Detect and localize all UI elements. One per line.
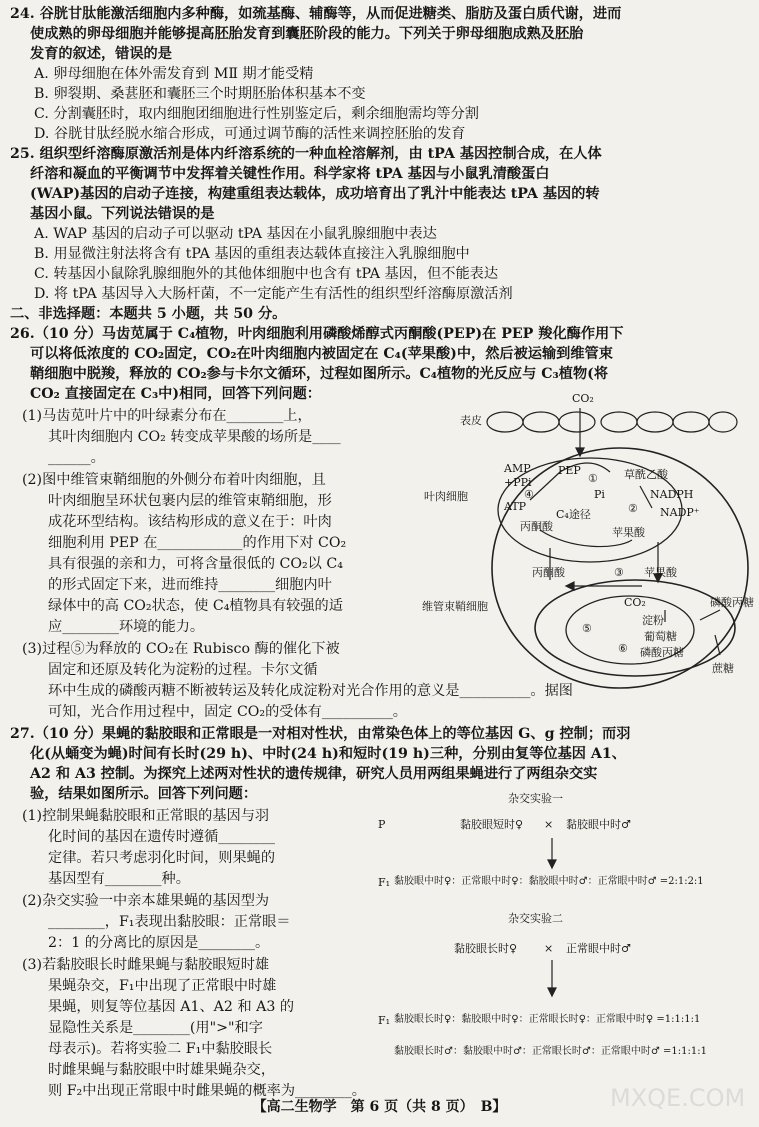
label-sucrose: 蔗糖 [712, 662, 734, 675]
q25-option-a: A. WAP 基因的启动子可以驱动 tPA 基因在小鼠乳腺细胞中表达 [34, 226, 437, 242]
q25-option-c: C. 转基因小鼠除乳腺细胞外的其他体细胞中也含有 tPA 基因，但不能表达 [34, 266, 499, 282]
q26-stem-4: CO₂ 直接固定在 C₃中)相同，回答下列问题： [30, 386, 321, 402]
page-footer: 【高二生物学 第 6 页（共 8 页） B】 [252, 1099, 507, 1115]
label-pyruvate: 丙酮酸 [520, 520, 553, 533]
q26-p2-line5: 具有很强的亲和力，可将含量很低的 CO₂以 C₄ [48, 556, 343, 572]
cross-experiments-diagram [372, 792, 756, 1070]
label-co2-top: CO₂ [572, 392, 594, 405]
q26-p2-line3: 成花环型结构。该结构形成的意义在于：叶肉 [48, 514, 332, 530]
label-epidermis: 表皮 [460, 414, 482, 427]
q25-stem-2: 纤溶和凝血的平衡调节中发挥着关键性作用。科学家将 tPA 基因与小鼠乳清酸蛋白 [30, 166, 550, 182]
q26-p2-line7: 绿体中的高 CO₂状态，使 C₄植物具有较强的适 [48, 598, 343, 614]
q27-stem-4: 验，结果如图所示。回答下列问题： [30, 786, 258, 802]
q26-p3-line2: 固定和还原及转化为淀粉的过程。卡尔文循 [48, 662, 318, 678]
cross-arrows-svg [372, 800, 756, 1070]
label-nadp: NADP⁺ [660, 506, 700, 519]
label-c4-pathway: C₄途径 [556, 508, 591, 521]
q27-stem-2: 化(从蛹变为蝇)时间有长时(29 h)、中时(24 h)和短时(19 h)三种，分别由复等位基因 A1、 [30, 746, 626, 762]
q26-p1-line2: 其叶肉细胞内 CO₂ 转变成苹果酸的场所是____ [48, 429, 341, 445]
q25-stem-1: 25. 组织型纤溶酶原激活剂是体内纤溶系统的一种血栓溶解剂，由 tPA 基因控制合成，在人体 [10, 146, 602, 162]
q27-p3-line4: 显隐性关系是________(用">"和字 [48, 1020, 263, 1036]
exp2-title: 杂交实验二 [508, 912, 563, 925]
q24-option-a: A. 卵母细胞在体外需发育到 MⅡ 期才能受精 [34, 66, 314, 82]
exp2-male: 正常眼中时♂ [566, 942, 631, 955]
label-co2-bundle: CO₂ [624, 596, 646, 609]
q27-p2-line3: 2：1 的分离比的原因是________。 [48, 935, 270, 951]
q26-p2-line4: 细胞利用 PEP 在____________的作用下对 CO₂ [48, 535, 347, 551]
q27-p3-line5: 母表示)。若将实验二 F₁中黏胶眼长 [48, 1041, 273, 1057]
q26-p2-line6: 的形式固定下来，进而维持________细胞内叶 [48, 577, 332, 593]
q25-option-d: D. 将 tPA 基因导入大肠杆菌，不一定能产生有活性的组织型纤溶酶原激活剂 [34, 286, 513, 302]
section-2-heading: 二、非选择题：本题共 5 小题，共 50 分。 [10, 306, 287, 322]
exp1-male: 黏胶眼中时♂ [566, 818, 631, 831]
num-6: ⑥ [618, 642, 628, 655]
q27-p3-line1: (3)若黏胶眼长时雌果蝇与黏胶眼短时雄 [22, 957, 270, 973]
label-atp: ATP [504, 500, 527, 513]
q27-p1-line3: 定律。若只考虑羽化时间，则果蝇的 [48, 850, 276, 866]
label-malate-2: 苹果酸 [644, 566, 677, 579]
label-bundle-sheath: 维管束鞘细胞 [422, 600, 488, 613]
q27-p3-line6: 时雌果蝇与黏胶眼中时雄果蝇杂交， [48, 1062, 276, 1078]
label-glucose: 葡萄糖 [644, 630, 677, 643]
q27-p2-line2: ________，F₁表现出黏胶眼：正常眼＝ [48, 914, 291, 930]
label-starch: 淀粉 [642, 614, 664, 627]
q26-p2-line1: (2)图中维管束鞘细胞的外侧分布着叶肉细胞，且 [22, 472, 326, 488]
exp1-p-label: P [378, 818, 386, 831]
q24-option-d: D. 谷胱甘肽经脱水缩合形成，可通过调节酶的活性来调控胚胎的发育 [34, 126, 466, 142]
label-pi: Pi [594, 488, 605, 501]
q24-option-b: B. 卵裂期、桑葚胚和囊胚三个时期胚胎体积基本不变 [34, 86, 366, 102]
q24-stem-1: 24. 谷胱甘肽能激活细胞内多种酶，如巯基酶、辅酶等，从而促进糖类、脂肪及蛋白质代谢，进而 [10, 6, 622, 22]
q27-stem-3: A2 和 A3 控制。为探究上述两对性状的遗传规律，研究人员用两组果蝇进行了两组杂交实 [30, 766, 598, 782]
q25-stem-3: (WAP)基因的启动子连接，构建重组表达载体，成功培育出了乳汁中能表达 tPA 基因的转 [30, 186, 600, 202]
label-amp: AMP [504, 462, 531, 475]
q26-stem-3: 鞘细胞中脱羧，释放的 CO₂参与卡尔文循环，过程如图所示。C₄植物的光反应与 C₃植物(将 [30, 366, 609, 382]
q26-stem-1: 26.（10 分）马齿苋属于 C₄植物，叶肉细胞利用磷酸烯醇式丙酮酸(PEP)在 PEP 羧化酶作用下 [10, 326, 624, 342]
num-3: ③ [614, 566, 624, 579]
q27-p3-line3: 果蝇，则复等位基因 A1、A2 和 A3 的 [48, 999, 295, 1015]
label-malate: 苹果酸 [612, 526, 645, 539]
label-triose-out: 磷酸丙糖 [710, 596, 754, 609]
c4-pathway-diagram [420, 390, 754, 690]
exp1-result: 黏胶眼中时♀：正常眼中时♀：黏胶眼中时♂：正常眼中时♂ =2:1:2:1 [394, 876, 704, 887]
q27-p3-line7: 则 F₂中出现正常眼中时雌果蝇的概率为________。 [48, 1083, 366, 1099]
q27-p1-line4: 基因型有________种。 [48, 871, 190, 887]
exp1-f1-label: F₁ [378, 876, 391, 889]
num-4: ④ [524, 488, 534, 501]
exp2-cross: × [544, 942, 554, 955]
q27-p1-line1: (1)控制果蝇黏胶眼和正常眼的基因与羽 [22, 808, 270, 824]
exp2-result-male: 黏胶眼长时♂：黏胶眼中时♂：正常眼长时♂：正常眼中时♂ =1:1:1:1 [394, 1046, 707, 1057]
label-triose: 磷酸丙糖 [640, 646, 684, 659]
label-nadph: NADPH [650, 488, 694, 501]
c4-diagram-svg [420, 390, 750, 690]
q27-stem-1: 27.（10 分）果蝇的黏胶眼和正常眼是一对相对性状，由常染色体上的等位基因 G、g 控制；而羽 [10, 726, 631, 742]
q26-stem-2: 可以将低浓度的 CO₂固定，CO₂在叶肉细胞内被固定在 C₄(苹果酸)中，然后被运输到维管束 [30, 346, 613, 362]
exp2-female: 黏胶眼长时♀ [454, 942, 518, 955]
q27-p3-line2: 果蝇杂交，F₁中出现了正常眼中时雄 [48, 978, 277, 994]
exp1-title: 杂交实验一 [508, 792, 563, 805]
watermark-logo: MXQE.COM [610, 1084, 746, 1112]
q26-p3-line4: 可知，光合作用过程中，固定 CO₂的受体有__________。 [48, 704, 407, 720]
label-pep: PEP [558, 464, 581, 477]
q25-stem-4: 基因小鼠。下列说法错误的是 [30, 206, 215, 222]
q26-p3-line1: (3)过程⑤为释放的 CO₂在 Rubisco 酶的催化下被 [22, 641, 340, 657]
label-pyruvate-2: 丙酮酸 [532, 566, 565, 579]
q24-option-c: C. 分割囊胚时，取内细胞团细胞进行性别鉴定后，剩余细胞需均等分割 [34, 106, 479, 122]
exp1-female: 黏胶眼短时♀ [460, 818, 524, 831]
q27-p2-line1: (2)杂交实验一中亲本雄果蝇的基因型为 [22, 893, 270, 909]
num-5: ⑤ [582, 622, 592, 635]
q27-p1-line2: 化时间的基因在遗传时遵循________ [48, 829, 276, 845]
q24-stem-3: 发育的叙述，错误的是 [30, 46, 172, 62]
q25-option-b: B. 用显微注射法将含有 tPA 基因的重组表达载体直接注入乳腺细胞中 [34, 246, 470, 262]
label-ppi: +PPi [504, 476, 532, 489]
epidermis-cells [487, 412, 737, 432]
num-2: ② [628, 502, 638, 515]
exp1-cross: × [544, 818, 554, 831]
q26-p3-line3: 环中生成的磷酸丙糖不断被转运及转化成淀粉对光合作用的意义是__________。据图 [48, 683, 573, 699]
label-oaa: 草酰乙酸 [624, 468, 668, 481]
q24-stem-2: 使成熟的卵母细胞并能够提高胚胎发育到囊胚阶段的能力。下列关于卵母细胞成熟及胚胎 [30, 26, 584, 42]
bundle-sheath-outline [535, 580, 735, 676]
q26-p1-line3: ______。 [48, 450, 105, 466]
exp2-result-female: 黏胶眼长时♀：黏胶眼中时♀：正常眼长时♀：正常眼中时♀ =1:1:1:1 [394, 1014, 701, 1025]
q26-p2-line2: 叶肉细胞呈环状包裹内层的维管束鞘细胞，形 [48, 493, 332, 509]
label-mesophyll: 叶肉细胞 [424, 490, 468, 503]
exp2-f1-label: F₁ [378, 1014, 391, 1027]
num-1: ① [588, 472, 598, 485]
q26-p2-line8: 应________环境的能力。 [48, 619, 205, 635]
q26-p1-line1: (1)马齿苋叶片中的叶绿素分布在________上， [22, 408, 312, 424]
